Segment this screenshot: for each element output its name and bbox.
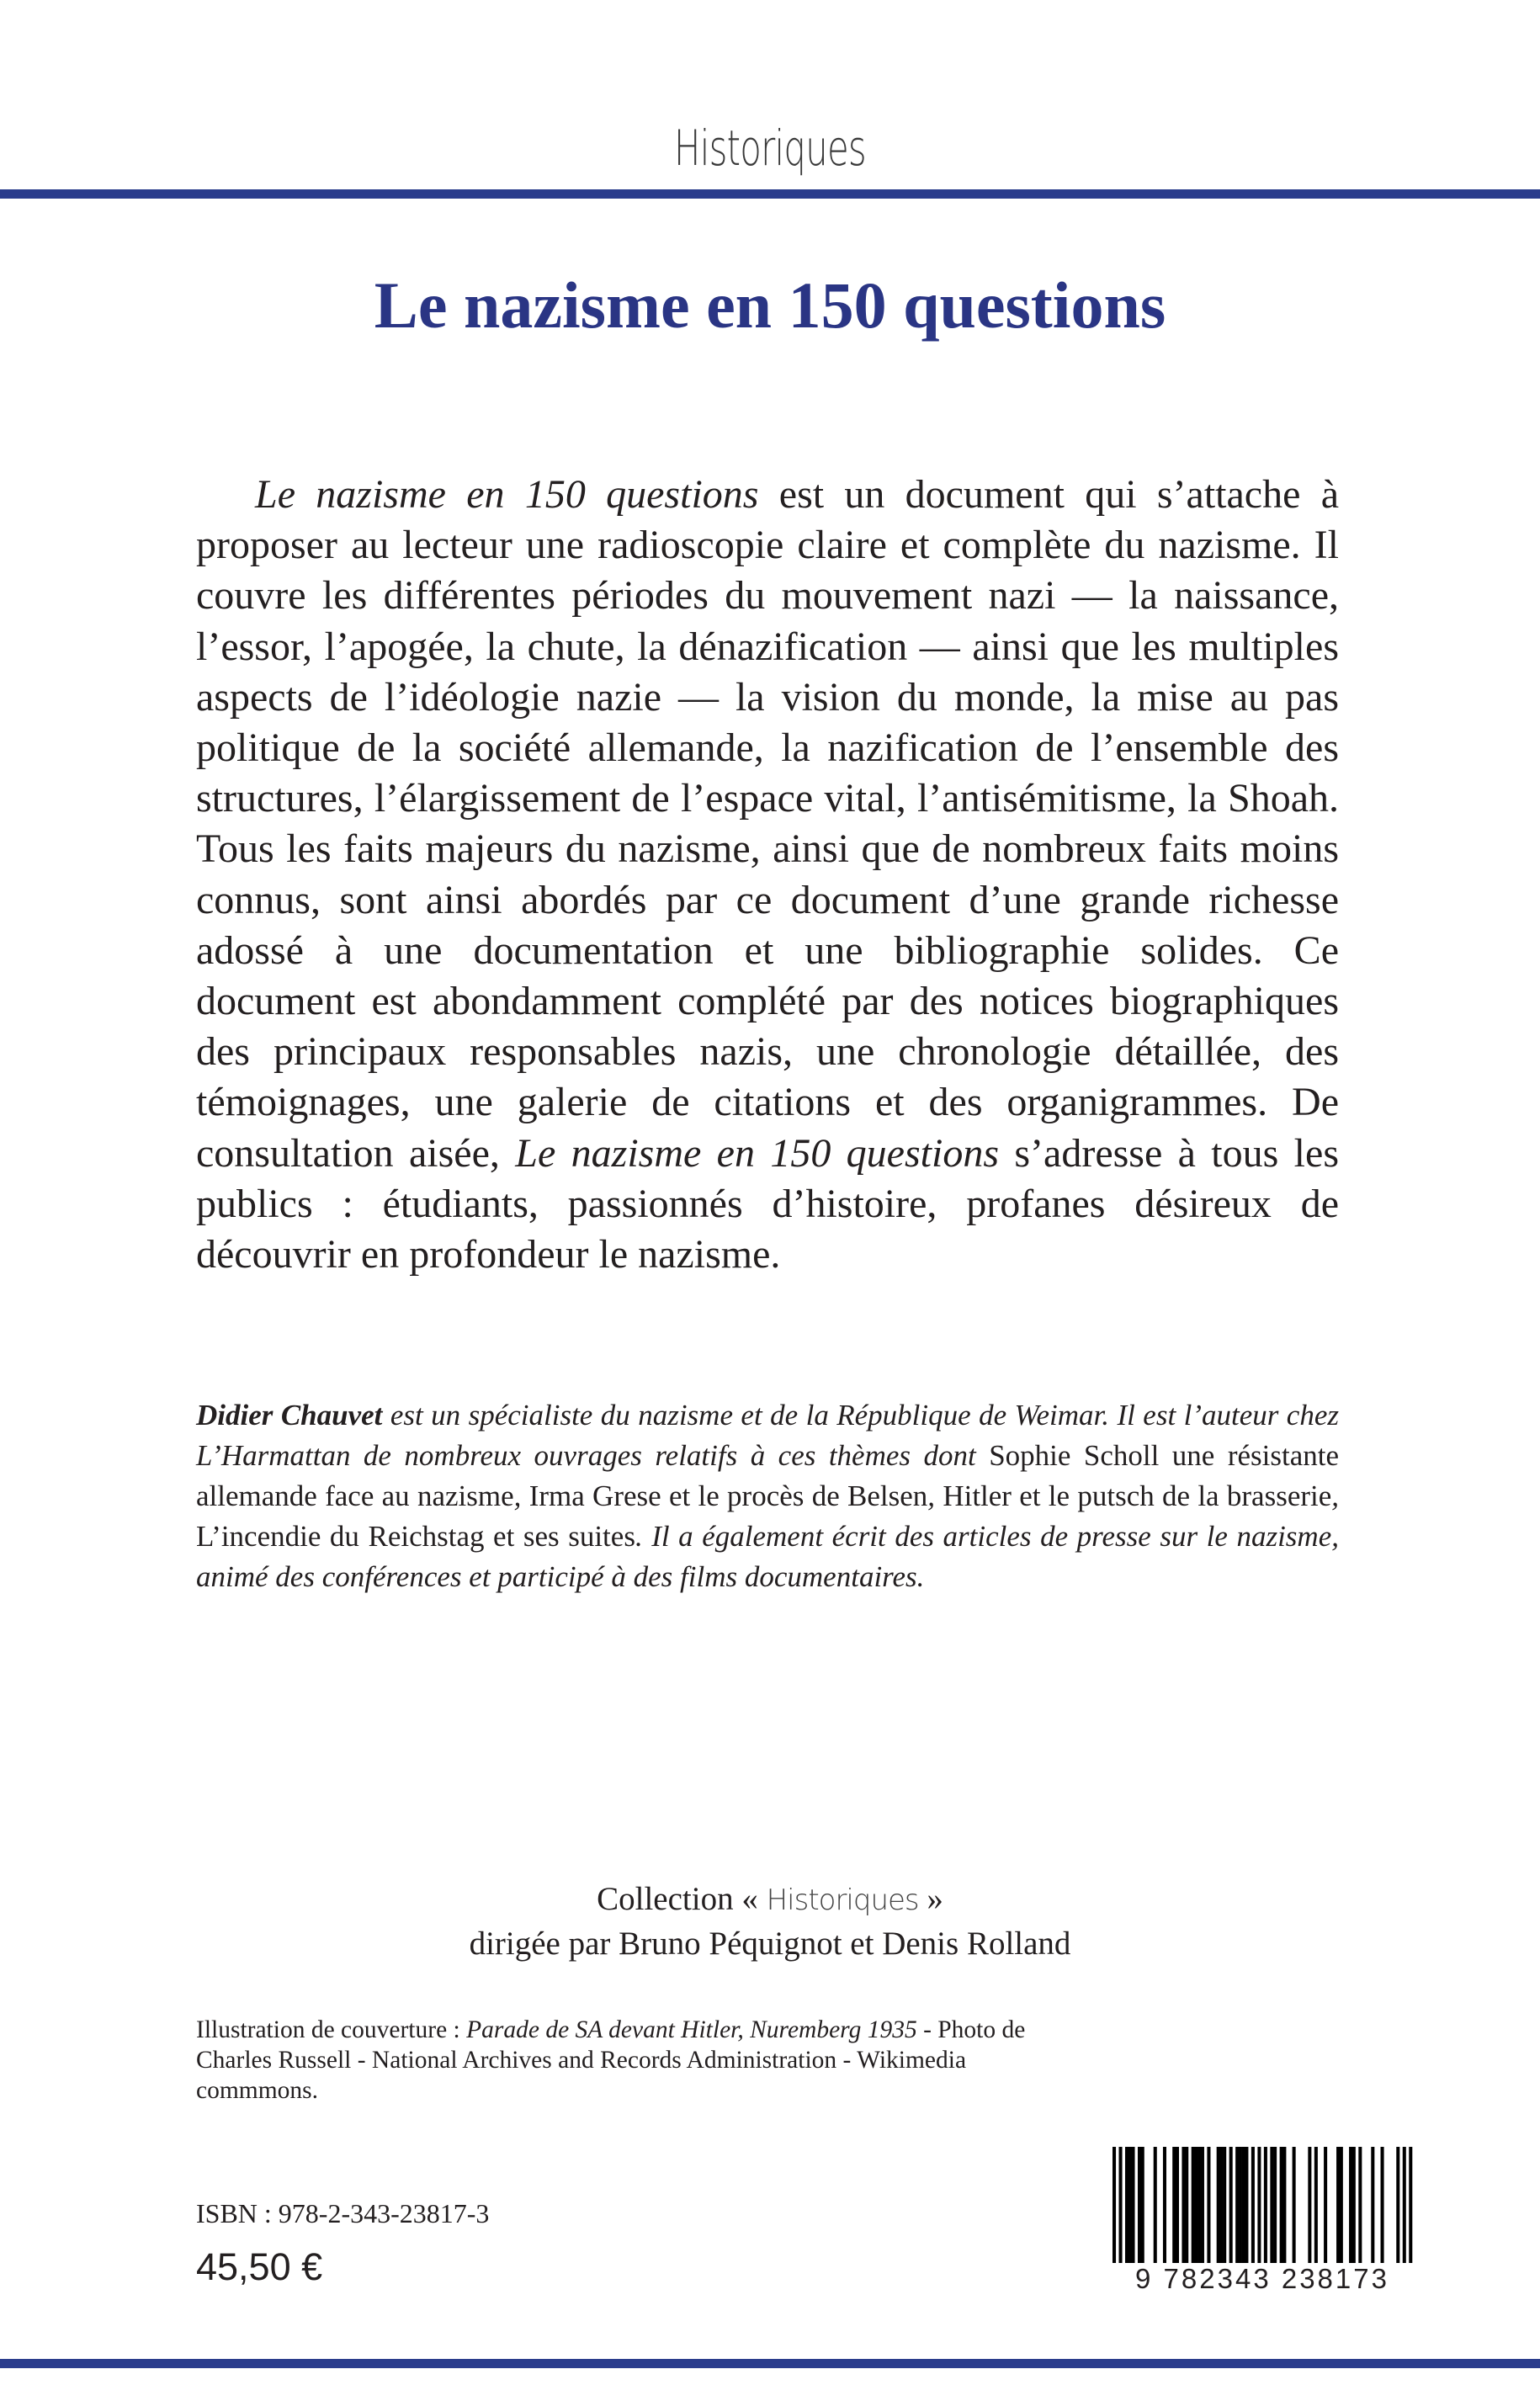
- separator: ,: [513, 1479, 529, 1512]
- collection-credit: [0, 1878, 1540, 1965]
- barcode-bar: [1176, 2147, 1179, 2265]
- summary-italic-title: Le nazisme en 150 questions: [255, 472, 759, 517]
- barcode-bar: [1308, 2147, 1311, 2265]
- barcode-bar: [1223, 2147, 1226, 2265]
- barcode-bar: [1172, 2147, 1176, 2265]
- barcode-bar: [1138, 2147, 1141, 2265]
- author-bio-text-1: est un spécialiste du nazisme et de la République de Weimar. Il est l’auteur chez L’Harmattan de nombreux ouvrages relatifs à ces thèmes dont: [196, 1399, 1339, 1472]
- book-title: Le nazisme en 150 questions: [374, 268, 1166, 342]
- barcode-bar: [1201, 2147, 1204, 2265]
- book-title-4: L’incendie du Reichstag et ses suites: [196, 1520, 635, 1553]
- top-rule: [0, 189, 1540, 199]
- barcode-bar: [1352, 2147, 1356, 2265]
- collection-label: Historiques: [674, 120, 866, 177]
- separator: ,: [1331, 1479, 1340, 1512]
- barcode-bar: [1371, 2147, 1374, 2265]
- barcode-bar: [1197, 2147, 1201, 2265]
- barcode-bar: [1280, 2147, 1283, 2265]
- isbn: ISBN : 978-2-343-23817-3: [196, 2198, 490, 2228]
- barcode-bar: [1154, 2147, 1157, 2265]
- barcode-bar: [1349, 2147, 1352, 2265]
- barcode-bar: [1217, 2147, 1220, 2265]
- collection-prefix: Collection «: [597, 1881, 767, 1917]
- summary-text-2: s’adresse à tous les publics : étudiants, passionnés d’histoire, profanes désireux de découvrir en profondeur le nazisme.: [196, 1130, 1340, 1277]
- book-title-3: Hitler et le putsch de la brasserie: [943, 1479, 1332, 1512]
- barcode-bar: [1182, 2147, 1185, 2265]
- barcode-bar: [1219, 2147, 1223, 2265]
- barcode-bar: [1141, 2147, 1144, 2265]
- separator: ,: [927, 1479, 943, 1512]
- collection-directors: dirigée par Bruno Péquignot et Denis Rolland: [469, 1926, 1071, 1962]
- barcode-bar: [1282, 2147, 1286, 2265]
- barcode-bar: [1207, 2147, 1210, 2265]
- bottom-rule: [0, 2359, 1540, 2368]
- barcode-bar: [1242, 2147, 1245, 2265]
- barcode-bar: [1270, 2147, 1273, 2265]
- book-title-1: Sophie Scholl une résistante allemande face au nazisme: [196, 1439, 1339, 1512]
- barcode-bar: [1194, 2147, 1197, 2265]
- barcode-bar: [1396, 2147, 1399, 2265]
- author-bio-text-2: . Il a également écrit des articles de presse sur le nazisme, animé des conférences et participé à des films documentaires.: [196, 1520, 1339, 1593]
- barcode-bar: [1235, 2147, 1239, 2265]
- price: 45,50 €: [196, 2245, 323, 2288]
- barcode-bar: [1381, 2147, 1384, 2265]
- illustration-credit: [196, 2015, 1071, 2106]
- illustration-source: - Photo de Charles Russell - National Archives and Records Administration - Wikimedia commmons.: [196, 2016, 1026, 2104]
- barcode-bar: [1128, 2147, 1132, 2265]
- barcode-bar: [1245, 2147, 1248, 2265]
- barcode-digits: 9 782343 238173: [1094, 2263, 1431, 2295]
- barcode-bar: [1192, 2147, 1195, 2265]
- book-title-2: Irma Grese et le procès de Belsen: [528, 1479, 928, 1512]
- barcode-bar: [1336, 2147, 1340, 2265]
- collection-line: [0, 1878, 1540, 1922]
- author-name: Didier Chauvet: [196, 1399, 383, 1432]
- barcode-bar: [1340, 2147, 1343, 2265]
- barcode-bar: [1358, 2147, 1362, 2265]
- barcode-bar: [1314, 2147, 1318, 2265]
- illustration-work: Parade de SA devant Hitler, Nuremberg 1935: [466, 2016, 917, 2043]
- barcode-bar: [1273, 2147, 1277, 2265]
- barcode-bar: [1293, 2147, 1296, 2265]
- barcode-bar: [1163, 2147, 1166, 2265]
- summary-italic-title-2: Le nazisme en 150 questions: [515, 1130, 1000, 1176]
- collection-suffix: »: [918, 1881, 943, 1917]
- barcode-bar: [1251, 2147, 1255, 2265]
- barcode-bar: [1131, 2147, 1134, 2265]
- illustration-label: Illustration de couverture :: [196, 2016, 467, 2043]
- author-bio: [196, 1395, 1339, 1597]
- summary-text-1: est un document qui s’attache à proposer au lecteur une radioscopie claire et complète du nazisme. Il couvre les différentes périodes du mouvement nazi — la naissance, l’essor, l’apogée, la chute, la dénazification — ainsi que les multiples aspects de l’idéologie nazie — la vision du monde, la mise au pas politique de la société allemande, la nazification de l’ensemble des structures, l’élargissement de l’espace vital, l’antisémitisme, la Shoah. Tous les faits majeurs du nazisme, ainsi que de nombreux faits moins connus, sont ainsi abordés par ce document d’une grande richesse adossé à une documentation et une bibliographie solides. Ce document est abondamment complété par des notices biographiques des principaux responsables nazis, une chronologie détaillée, des témoignages, une galerie de citations et des organigrammes. De consultation aisée,: [196, 472, 1339, 1176]
- barcode-bar: [1239, 2147, 1242, 2265]
- barcode-bar: [1185, 2147, 1188, 2265]
- barcode-bar: [1324, 2147, 1327, 2265]
- summary-paragraph: [196, 470, 1339, 1280]
- collection-name: Historiques: [766, 1883, 919, 1917]
- barcode-bar: [1229, 2147, 1233, 2265]
- barcode-bar: [1125, 2147, 1128, 2265]
